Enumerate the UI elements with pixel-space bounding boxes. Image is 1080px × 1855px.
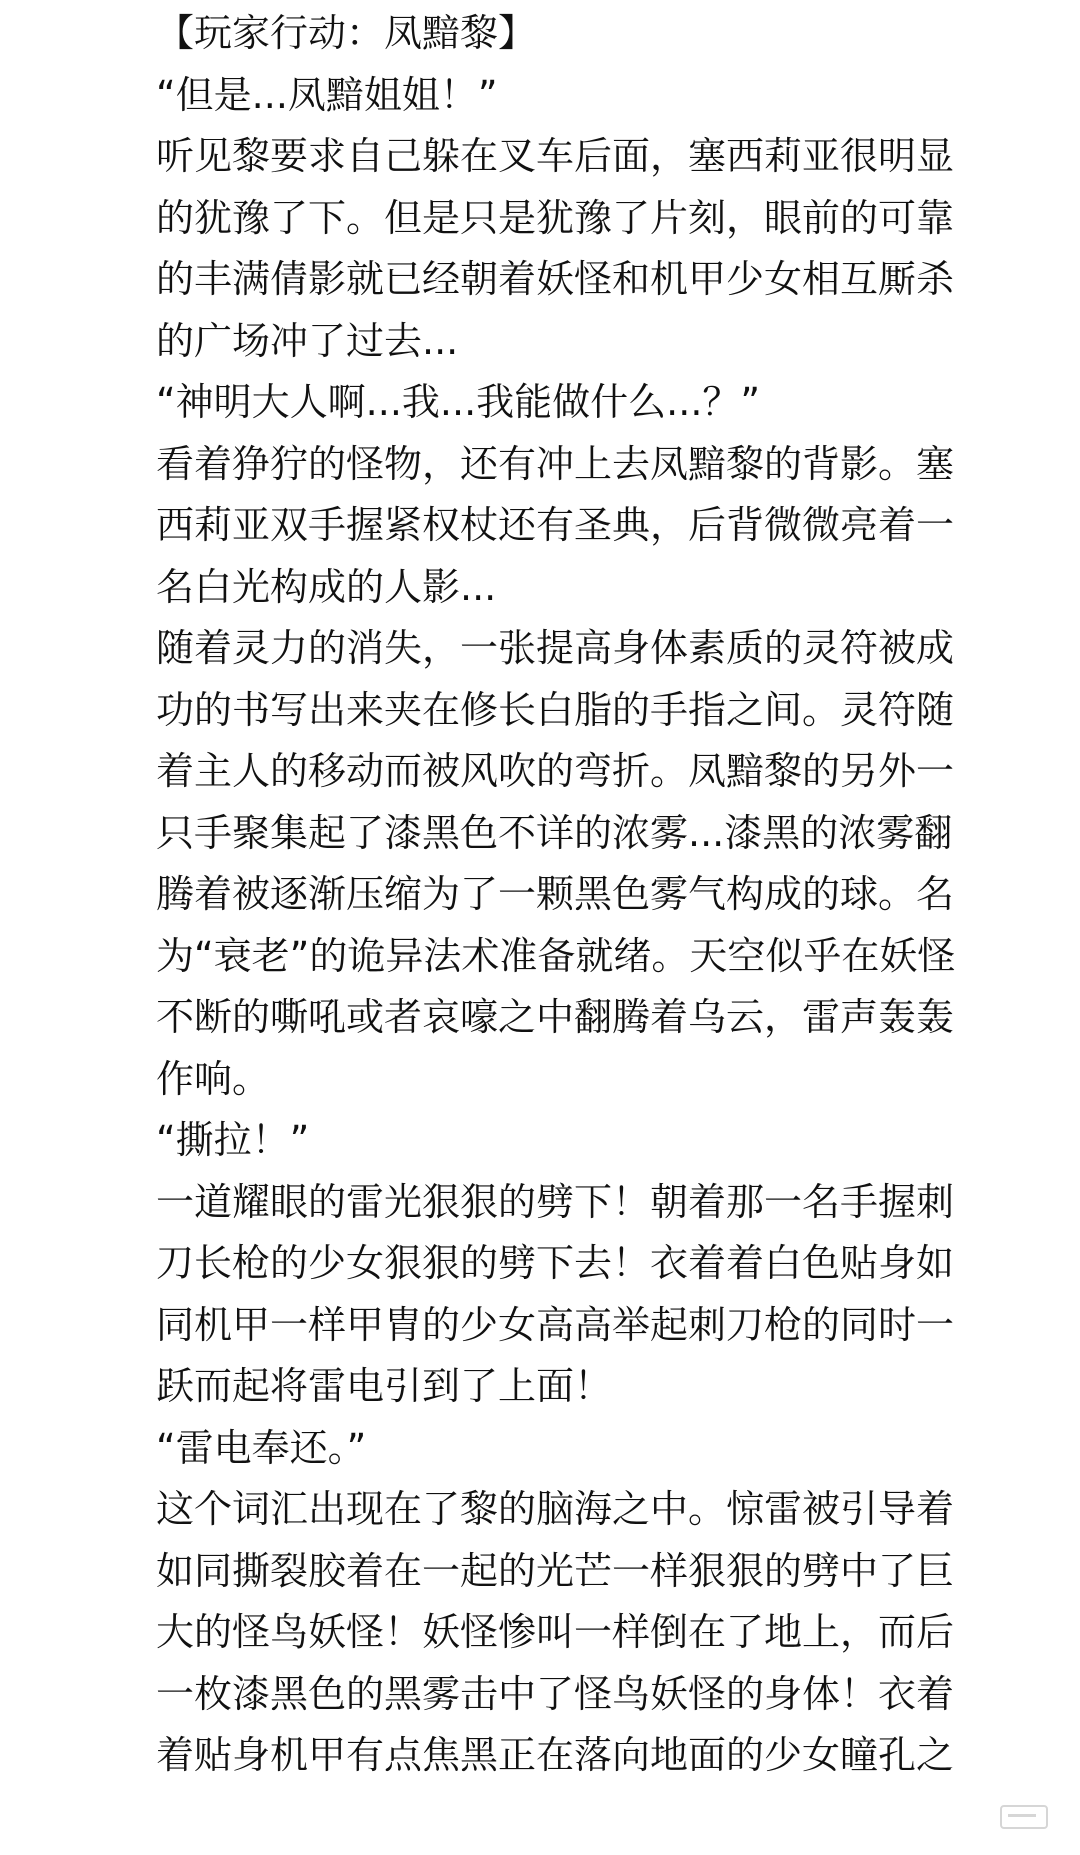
text-line: 大的怪鸟妖怪！妖怪惨叫一样倒在了地上，而后: [156, 1610, 955, 1654]
chat-bubble-icon: [996, 1799, 1052, 1831]
text-line: 的犹豫了下。但是只是犹豫了片刻，眼前的可靠: [156, 196, 955, 240]
text-line: 功的书写出来夹在修长白脂的手指之间。灵符随: [156, 688, 955, 732]
text-line: 着贴身机甲有点焦黑正在落向地面的少女瞳孔之: [156, 1733, 955, 1777]
heading-player-action: 【玩家行动：凤黯黎】: [156, 11, 537, 55]
text-line: 一道耀眼的雷光狠狠的劈下！朝着那一名手握刺: [156, 1180, 955, 1224]
text-line: 着主人的移动而被风吹的弯折。凤黯黎的另外一: [156, 749, 955, 793]
text-line: 这个词汇出现在了黎的脑海之中。惊雷被引导着: [156, 1487, 955, 1531]
text-line: 为“衰老”的诡异法术准备就绪。天空似乎在妖怪: [156, 934, 956, 978]
text-line: 如同撕裂胶着在一起的光芒一样狠狠的劈中了巨: [156, 1549, 955, 1593]
text-line: “撕拉！”: [156, 1118, 310, 1162]
text-line: 听见黎要求自己躲在叉车后面，塞西莉亚很明显: [156, 134, 955, 178]
text-line: 不断的嘶吼或者哀嚎之中翻腾着乌云，雷声轰轰: [156, 995, 955, 1039]
text-line: 刀长枪的少女狠狠的劈下去！衣着着白色贴身如: [156, 1241, 955, 1285]
text-line: “雷电奉还。”: [156, 1426, 367, 1470]
text-line: 看着狰狞的怪物，还有冲上去凤黯黎的背影。塞: [156, 442, 955, 486]
text-line: 作响。: [156, 1057, 271, 1101]
text-line: 只手聚集起了漆黑色不详的浓雾...漆黑的浓雾翻: [156, 811, 953, 855]
text-line: 的广场冲了过去...: [156, 319, 459, 363]
watermark-mark: [1008, 1814, 1036, 1817]
text-line: 的丰满倩影就已经朝着妖怪和机甲少女相互厮杀: [156, 257, 955, 301]
text-line: 一枚漆黑色的黑雾击中了怪鸟妖怪的身体！衣着: [156, 1672, 955, 1716]
text-line: 同机甲一样甲胄的少女高高举起刺刀枪的同时一: [156, 1303, 955, 1347]
text-line: 西莉亚双手握紧权杖还有圣典，后背微微亮着一: [156, 503, 955, 547]
text-line: 名白光构成的人影...: [156, 565, 497, 609]
text-line: 跃而起将雷电引到了上面！: [156, 1364, 613, 1408]
text-line: 腾着被逐渐压缩为了一颗黑色雾气构成的球。名: [156, 872, 955, 916]
text-line: “但是...凤黯姐姐！”: [156, 73, 498, 117]
text-line: 随着灵力的消失，一张提高身体素质的灵符被成: [156, 626, 955, 670]
document-page: [156, 0, 1056, 1855]
watermark-frame: [1000, 1805, 1048, 1829]
text-line: “神明大人啊...我...我能做什么...？”: [156, 380, 761, 424]
